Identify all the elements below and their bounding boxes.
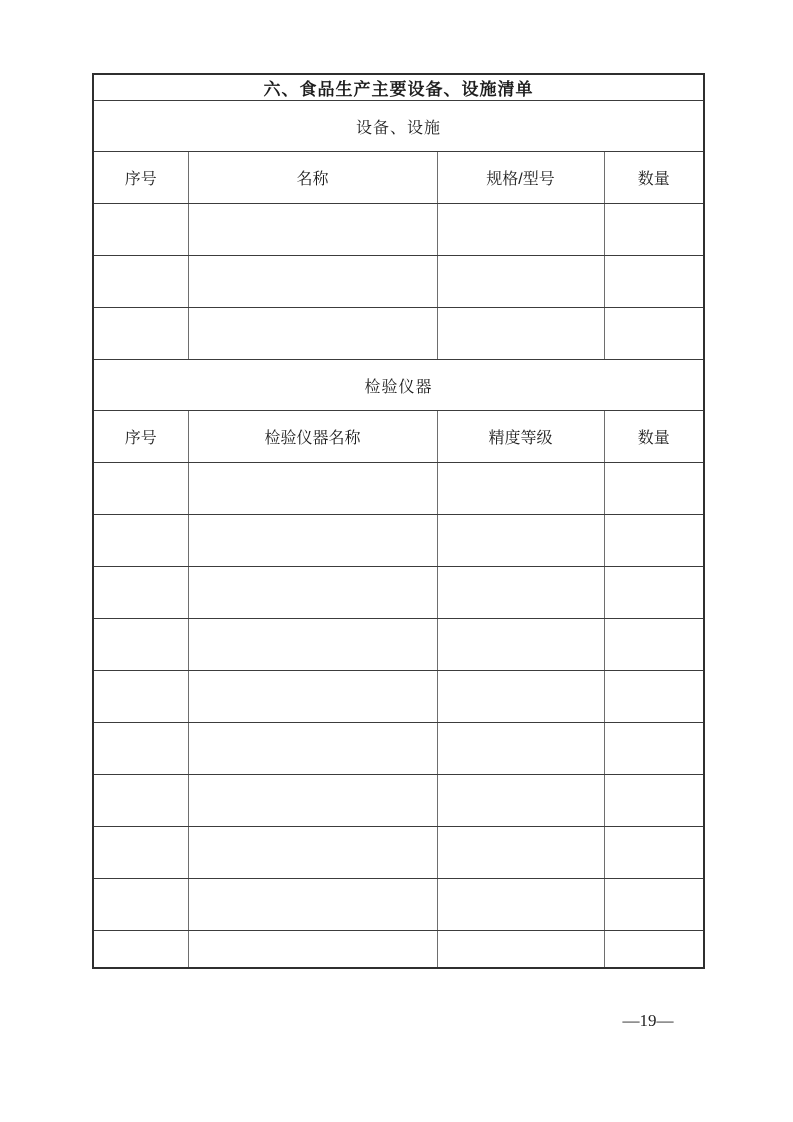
- table-cell: [188, 931, 437, 968]
- table-cell: [93, 515, 188, 567]
- table-row: [93, 515, 704, 567]
- table-row: [93, 256, 704, 308]
- column-header-row-equipment: [93, 152, 704, 204]
- table-cell: [188, 515, 437, 567]
- table-row: [93, 879, 704, 931]
- table-cell: [604, 879, 704, 931]
- col-header-serial-number: 序号: [93, 411, 188, 463]
- table-cell: [437, 671, 604, 723]
- col-header-instrument-name: 检验仪器名称: [188, 411, 437, 463]
- table-row: [93, 775, 704, 827]
- table-cell: [604, 775, 704, 827]
- col-header-quantity: 数量: [604, 411, 704, 463]
- section-header-row-equipment: [93, 101, 704, 152]
- table-cell: [93, 775, 188, 827]
- table-cell: [93, 671, 188, 723]
- table-cell: [93, 879, 188, 931]
- table-cell: [604, 515, 704, 567]
- table-cell: [437, 723, 604, 775]
- table-cell: [93, 463, 188, 515]
- table-cell: [437, 931, 604, 968]
- table-cell: [604, 671, 704, 723]
- table-cell: [604, 308, 704, 360]
- table-row: [93, 723, 704, 775]
- table-cell: [188, 879, 437, 931]
- table-cell: [437, 619, 604, 671]
- table-cell: [604, 567, 704, 619]
- table-cell: [604, 463, 704, 515]
- col-header-spec-model: 规格/型号: [437, 152, 604, 204]
- table-cell: [437, 308, 604, 360]
- equipment-facilities-table: [92, 73, 705, 969]
- table-cell: [604, 827, 704, 879]
- table-row: [93, 204, 704, 256]
- page-number: —19—: [622, 1011, 674, 1030]
- table-cell: [188, 308, 437, 360]
- equipment-rows: [93, 204, 704, 360]
- table-title: 六、食品生产主要设备、设施清单: [93, 74, 704, 101]
- col-header-quantity: 数量: [604, 152, 704, 204]
- table-cell: [93, 308, 188, 360]
- table-cell: [604, 723, 704, 775]
- section-header-equipment-facilities: 设备、设施: [93, 101, 704, 152]
- section-header-testing-instruments: 检验仪器: [93, 360, 704, 411]
- table-cell: [93, 931, 188, 968]
- table-cell: [188, 723, 437, 775]
- table-row: [93, 931, 704, 968]
- table-row: [93, 463, 704, 515]
- table-row: [93, 567, 704, 619]
- table-cell: [188, 775, 437, 827]
- table-row: [93, 827, 704, 879]
- table-cell: [604, 256, 704, 308]
- table-cell: [437, 463, 604, 515]
- table-cell: [188, 827, 437, 879]
- table-cell: [437, 256, 604, 308]
- table-cell: [437, 827, 604, 879]
- table-cell: [188, 619, 437, 671]
- table-cell: [93, 567, 188, 619]
- table-cell: [437, 775, 604, 827]
- table-cell: [93, 204, 188, 256]
- table-cell: [604, 619, 704, 671]
- table-cell: [93, 827, 188, 879]
- table-cell: [188, 671, 437, 723]
- table-row: [93, 619, 704, 671]
- table-cell: [93, 723, 188, 775]
- col-header-accuracy-grade: 精度等级: [437, 411, 604, 463]
- table-cell: [437, 567, 604, 619]
- table-cell: [188, 567, 437, 619]
- table-cell: [604, 931, 704, 968]
- table-cell: [437, 204, 604, 256]
- table-cell: [188, 256, 437, 308]
- table-cell: [188, 463, 437, 515]
- table-row: [93, 671, 704, 723]
- table-cell: [93, 619, 188, 671]
- table-cell: [437, 879, 604, 931]
- col-header-serial-number: 序号: [93, 152, 188, 204]
- table-title-row: [93, 74, 704, 101]
- table-cell: [93, 256, 188, 308]
- table-cell: [437, 515, 604, 567]
- table-cell: [604, 204, 704, 256]
- table-cell: [188, 204, 437, 256]
- instrument-rows: [93, 463, 704, 968]
- section-header-row-instruments: [93, 360, 704, 411]
- table-row: [93, 308, 704, 360]
- column-header-row-instruments: [93, 411, 704, 463]
- col-header-name: 名称: [188, 152, 437, 204]
